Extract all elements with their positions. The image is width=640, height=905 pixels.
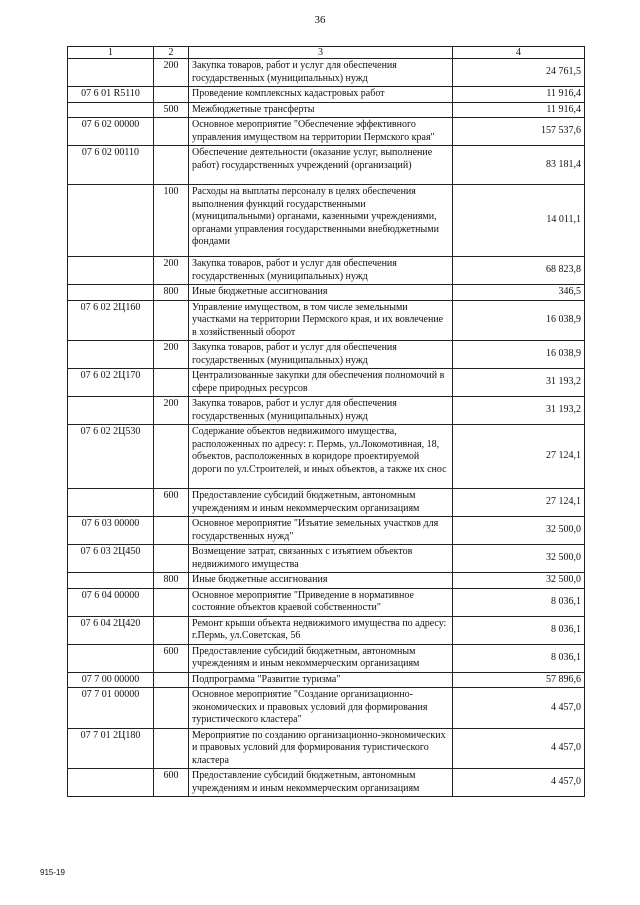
row-kvr-cell: 600 [154, 769, 189, 797]
row-kvr-cell: 200 [154, 257, 189, 285]
row-name-cell: Основное мероприятие "Изъятие земельных участков для государственных нужд" [189, 517, 453, 545]
row-name-cell: Расходы на выплаты персоналу в целях обеспечения выполнения функций государственными (муниципальными) органами, казенными учреждениями, органами управления государственными внебюджетными фондами [189, 185, 453, 257]
row-kvr-cell: 200 [154, 341, 189, 369]
row-code-cell: 07 6 01 R5110 [68, 87, 154, 103]
row-kvr-cell [154, 588, 189, 616]
row-kvr-cell [154, 517, 189, 545]
row-code-cell: 07 7 00 00000 [68, 672, 154, 688]
row-amount-cell: 57 896,6 [453, 672, 585, 688]
row-name-cell: Централизованные закупки для обеспечения полномочий в сфере природных ресурсов [189, 369, 453, 397]
row-name-cell: Обеспечение деятельности (оказание услуг, выполнение работ) государственных учреждений (организаций) [189, 146, 453, 185]
row-code-cell [68, 489, 154, 517]
row-amount-cell: 14 011,1 [453, 185, 585, 257]
row-amount-cell: 8 036,1 [453, 644, 585, 672]
row-code-cell [68, 257, 154, 285]
row-code-cell [68, 573, 154, 589]
row-name-cell: Основное мероприятие "Приведение в нормативное состояние объектов краевой собственности" [189, 588, 453, 616]
row-name-cell: Содержание объектов недвижимого имущества, расположенных по адресу: г. Пермь, ул.Локомотивная, 18, объектов, расположенных в коридоре проектируемой дороги по ул.Строителей, и иных объектов, а также их снос [189, 425, 453, 489]
row-code-cell: 07 6 02 2Ц160 [68, 300, 154, 341]
row-amount-cell: 346,5 [453, 285, 585, 301]
row-kvr-cell [154, 688, 189, 729]
row-name-cell: Основное мероприятие "Создание организационно-экономических и правовых условий для формирования туристического кластера" [189, 688, 453, 729]
row-name-cell: Мероприятие по созданию организационно-экономических и правовых условий для формирования туристического кластера [189, 728, 453, 769]
row-name-cell: Иные бюджетные ассигнования [189, 285, 453, 301]
row-name-cell: Предоставление субсидий бюджетным, автономным учреждениям и иным некоммерческим организациям [189, 489, 453, 517]
row-code-cell [68, 102, 154, 118]
row-kvr-cell [154, 425, 189, 489]
row-code-cell: 07 6 02 2Ц530 [68, 425, 154, 489]
row-amount-cell: 4 457,0 [453, 769, 585, 797]
table-row [68, 517, 585, 545]
row-code-cell [68, 397, 154, 425]
row-kvr-cell: 800 [154, 285, 189, 301]
row-amount-cell: 83 181,4 [453, 146, 585, 185]
table-row [68, 397, 585, 425]
row-kvr-cell [154, 300, 189, 341]
row-kvr-cell [154, 369, 189, 397]
row-code-cell: 07 6 02 2Ц170 [68, 369, 154, 397]
row-kvr-cell: 200 [154, 59, 189, 87]
row-kvr-cell [154, 672, 189, 688]
table-row [68, 146, 585, 185]
table-row [68, 59, 585, 87]
table-row [68, 369, 585, 397]
row-amount-cell: 8 036,1 [453, 616, 585, 644]
row-kvr-cell [154, 87, 189, 103]
row-amount-cell: 16 038,9 [453, 341, 585, 369]
row-code-cell: 07 6 04 2Ц420 [68, 616, 154, 644]
row-name-cell: Возмещение затрат, связанных с изъятием объектов недвижимого имущества [189, 545, 453, 573]
table-row [68, 102, 585, 118]
table-row [68, 769, 585, 797]
table-header-row [68, 47, 585, 59]
row-kvr-cell [154, 545, 189, 573]
row-amount-cell: 27 124,1 [453, 489, 585, 517]
row-kvr-cell: 100 [154, 185, 189, 257]
table-row [68, 489, 585, 517]
row-code-cell: 07 6 02 00000 [68, 118, 154, 146]
row-code-cell: 07 6 03 2Ц450 [68, 545, 154, 573]
table-row [68, 588, 585, 616]
table-row [68, 257, 585, 285]
table-row [68, 285, 585, 301]
row-name-cell: Иные бюджетные ассигнования [189, 573, 453, 589]
row-name-cell: Управление имуществом, в том числе земельными участками на территории Пермского края, и их вовлечение в хозяйственный оборот [189, 300, 453, 341]
row-amount-cell: 4 457,0 [453, 728, 585, 769]
row-name-cell: Предоставление субсидий бюджетным, автономным учреждениям и иным некоммерческим организациям [189, 769, 453, 797]
document-footer-code: 915-19 [40, 868, 65, 877]
page-number: 36 [314, 14, 326, 26]
row-code-cell: 07 7 01 00000 [68, 688, 154, 729]
row-name-cell: Межбюджетные трансферты [189, 102, 453, 118]
row-code-cell [68, 644, 154, 672]
row-code-cell [68, 341, 154, 369]
table-row [68, 644, 585, 672]
row-code-cell [68, 285, 154, 301]
row-name-cell: Подпрограмма "Развитие туризма" [189, 672, 453, 688]
row-kvr-cell [154, 118, 189, 146]
table-row [68, 118, 585, 146]
row-amount-cell: 32 500,0 [453, 573, 585, 589]
row-amount-cell: 31 193,2 [453, 397, 585, 425]
budget-table [67, 46, 585, 797]
row-amount-cell: 16 038,9 [453, 300, 585, 341]
row-code-cell: 07 6 04 00000 [68, 588, 154, 616]
table-row [68, 573, 585, 589]
row-kvr-cell [154, 146, 189, 185]
row-amount-cell: 32 500,0 [453, 545, 585, 573]
row-name-cell: Ремонт крыши объекта недвижимого имущества по адресу: г.Пермь, ул.Советская, 56 [189, 616, 453, 644]
header-cell-name: 3 [189, 47, 453, 59]
table-row [68, 87, 585, 103]
row-kvr-cell: 500 [154, 102, 189, 118]
row-amount-cell: 11 916,4 [453, 87, 585, 103]
row-amount-cell: 11 916,4 [453, 102, 585, 118]
row-code-cell [68, 59, 154, 87]
table-row [68, 728, 585, 769]
table-row [68, 341, 585, 369]
row-kvr-cell: 600 [154, 644, 189, 672]
row-amount-cell: 68 823,8 [453, 257, 585, 285]
row-kvr-cell: 800 [154, 573, 189, 589]
table-row [68, 545, 585, 573]
row-code-cell [68, 769, 154, 797]
row-code-cell: 07 6 03 00000 [68, 517, 154, 545]
header-cell-kvr: 2 [154, 47, 189, 59]
row-name-cell: Закупка товаров, работ и услуг для обеспечения государственных (муниципальных) нужд [189, 257, 453, 285]
row-amount-cell: 24 761,5 [453, 59, 585, 87]
row-name-cell: Предоставление субсидий бюджетным, автономным учреждениям и иным некоммерческим организациям [189, 644, 453, 672]
row-amount-cell: 8 036,1 [453, 588, 585, 616]
row-name-cell: Закупка товаров, работ и услуг для обеспечения государственных (муниципальных) нужд [189, 341, 453, 369]
table-row [68, 425, 585, 489]
row-amount-cell: 157 537,6 [453, 118, 585, 146]
row-kvr-cell: 200 [154, 397, 189, 425]
row-name-cell: Закупка товаров, работ и услуг для обеспечения государственных (муниципальных) нужд [189, 397, 453, 425]
row-kvr-cell [154, 616, 189, 644]
table-row [68, 688, 585, 729]
header-cell-code: 1 [68, 47, 154, 59]
table-row [68, 300, 585, 341]
row-amount-cell: 32 500,0 [453, 517, 585, 545]
table-row [68, 672, 585, 688]
row-code-cell: 07 7 01 2Ц180 [68, 728, 154, 769]
row-kvr-cell: 600 [154, 489, 189, 517]
row-name-cell: Закупка товаров, работ и услуг для обеспечения государственных (муниципальных) нужд [189, 59, 453, 87]
row-code-cell [68, 185, 154, 257]
table-row [68, 616, 585, 644]
row-amount-cell: 4 457,0 [453, 688, 585, 729]
table-row [68, 185, 585, 257]
row-kvr-cell [154, 728, 189, 769]
row-amount-cell: 31 193,2 [453, 369, 585, 397]
row-name-cell: Проведение комплексных кадастровых работ [189, 87, 453, 103]
row-code-cell: 07 6 02 00110 [68, 146, 154, 185]
row-amount-cell: 27 124,1 [453, 425, 585, 489]
row-name-cell: Основное мероприятие "Обеспечение эффективного управления имуществом на территории Пермского края" [189, 118, 453, 146]
header-cell-amount: 4 [453, 47, 585, 59]
